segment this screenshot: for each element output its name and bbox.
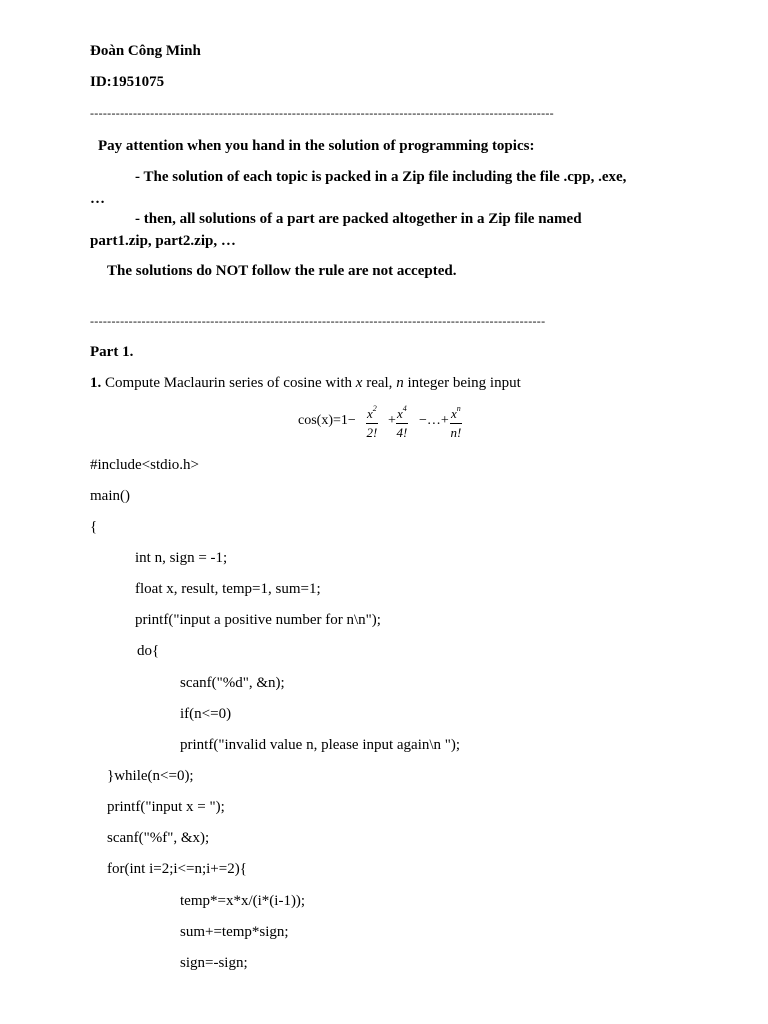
code-line: float x, result, temp=1, sum=1; <box>135 581 321 597</box>
code-line: #include<stdio.h> <box>90 457 199 473</box>
problem-text: integer being input <box>407 375 521 391</box>
formula-lhs: cos(x)=1− <box>298 413 356 428</box>
problem-text: real, <box>366 375 393 391</box>
formula-term-3: $\frac{x^n}{n!}$ <box>450 400 462 442</box>
formula-operator: + <box>388 413 396 428</box>
code-line: main() <box>90 488 130 504</box>
variable-n: n <box>396 375 404 391</box>
formula-term-2: $\frac{x^4}{4!}$ <box>396 400 408 442</box>
divider: ------------------------------------------------------------------------------------------------------------ <box>90 106 554 120</box>
problem-statement <box>90 374 521 392</box>
notice-rule-1: - The solution of each topic is packed in a Zip file including the file .cpp, .exe, <box>135 169 627 185</box>
notice-warning: The solutions do NOT follow the rule are not accepted. <box>107 263 457 279</box>
code-line: int n, sign = -1; <box>135 550 228 566</box>
author-name: Đoàn Công Minh <box>90 43 201 59</box>
code-line: for(int i=2;i<=n;i+=2){ <box>107 861 247 877</box>
code-line: scanf("%d", &n); <box>180 675 285 691</box>
code-line: sign=-sign; <box>180 955 248 971</box>
code-line: printf("input x = "); <box>107 799 225 815</box>
code-line: }while(n<=0); <box>107 768 194 784</box>
code-line: scanf("%f", &x); <box>107 830 210 846</box>
code-line: { <box>90 519 98 535</box>
maclaurin-formula <box>298 400 498 444</box>
notice-rule-1-cont: … <box>90 191 105 207</box>
code-line: temp*=x*x/(i*(i-1)); <box>180 893 306 909</box>
formula-term-1: $\frac{x^2}{2!}$ <box>366 400 378 442</box>
code-line: sum+=temp*sign; <box>180 924 289 940</box>
formula-operator: −…+ <box>419 413 449 428</box>
code-line: printf("invalid value n, please input again\n "); <box>180 737 461 753</box>
variable-x: x <box>355 375 363 391</box>
problem-text: Compute Maclaurin series of cosine with <box>105 375 353 391</box>
notice-rule-2: - then, all solutions of a part are packed altogether in a Zip file named <box>135 211 582 227</box>
student-id: ID:1951075 <box>90 74 165 90</box>
code-line: printf("input a positive number for n\n"); <box>135 612 381 628</box>
problem-number: 1. <box>90 375 102 391</box>
part-title: Part 1. <box>90 344 134 360</box>
divider: ---------------------------------------------------------------------------------------------------------- <box>90 314 546 328</box>
notice-heading: Pay attention when you hand in the solution of programming topics: <box>98 138 535 154</box>
notice-rule-2-cont: part1.zip, part2.zip, … <box>90 233 236 249</box>
code-line: if(n<=0) <box>180 706 232 722</box>
code-line: do{ <box>137 643 160 659</box>
